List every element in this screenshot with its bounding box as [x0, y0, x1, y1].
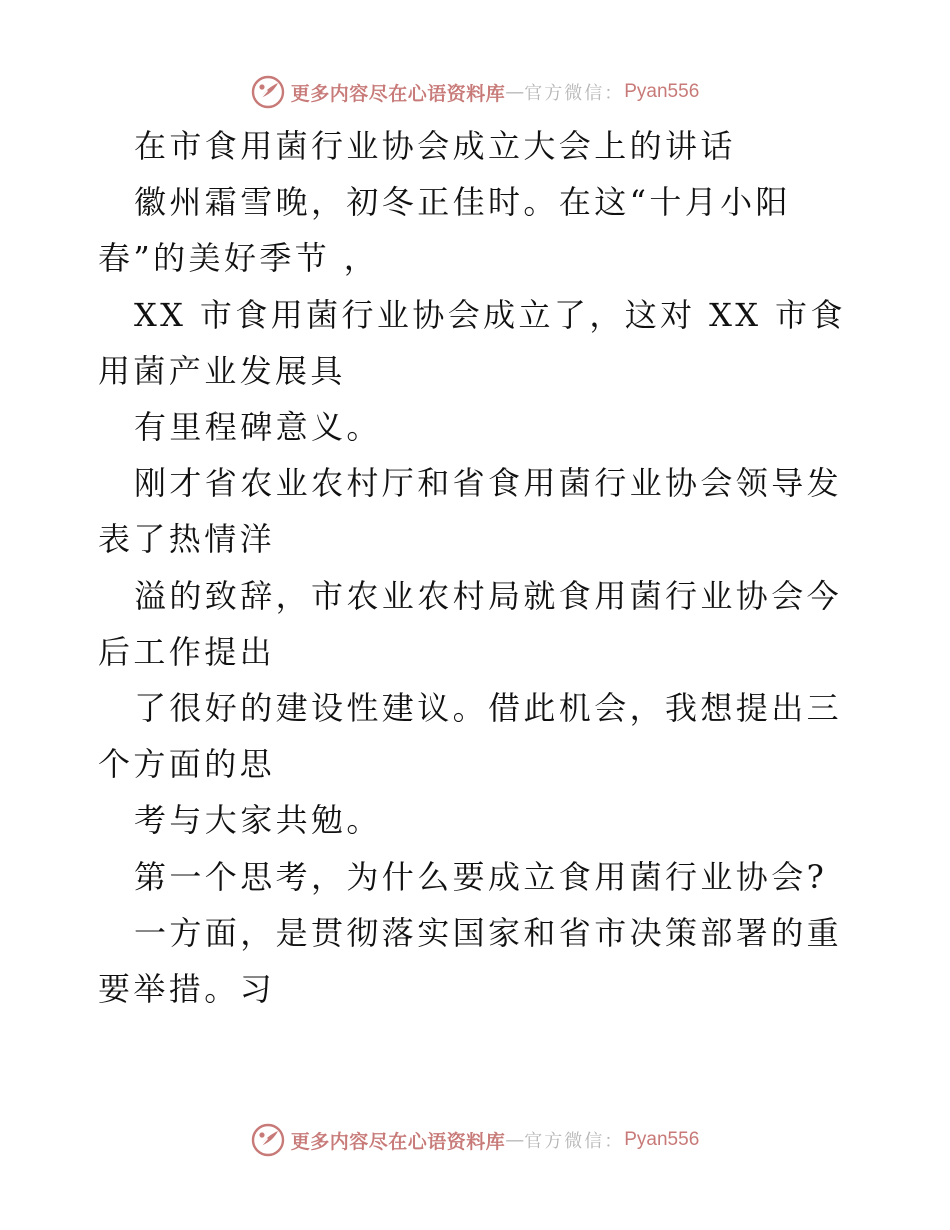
- watermark-wechat-id: Pyan556: [624, 1129, 700, 1150]
- footer-watermark: [0, 1120, 950, 1160]
- paragraph-2: XX 市食用菌行业协会成立了，这对 XX 市食用菌产业发展具: [98, 295, 846, 390]
- paragraph-9: 一方面，是贯彻落实国家和省市决策部署的重要举措。习: [98, 913, 843, 1009]
- watermark-brand: 更多内容尽在心语资料库: [290, 1130, 506, 1153]
- paragraph-4: 刚才省农业农村厅和省食用菌行业协会领导发表了热情洋: [98, 464, 843, 559]
- paragraph-7: 考与大家共勉。: [134, 801, 382, 840]
- paragraph-3: 有里程碑意义。: [134, 408, 382, 447]
- header-watermark: [0, 72, 950, 112]
- paragraph-6: 了很好的建设性建议。借此机会，我想提出三个方面的思: [98, 689, 843, 784]
- document-title: 在市食用菌行业协会成立大会上的讲话: [134, 127, 736, 165]
- watermark-wechat-label: 官方微信：: [524, 83, 625, 104]
- paragraph-5: 溢的致辞，市农业农村局就食用菌行业协会今后工作提出: [98, 576, 843, 671]
- watermark-brand: 更多内容尽在心语资料库: [290, 82, 506, 105]
- paragraph-8: 第一个思考，为什么要成立食用菌行业协会?: [134, 857, 828, 896]
- paragraph-1: 徽州霜雪晚，初冬正佳时。在这“十月小阳春”的美好季节 ，: [98, 183, 791, 278]
- quill-pen-in-circle-icon: [251, 75, 285, 109]
- watermark-dash: —: [505, 81, 525, 103]
- document-body: [98, 118, 858, 1017]
- quill-pen-in-circle-icon: [251, 1123, 285, 1157]
- watermark-dash: —: [505, 1129, 525, 1151]
- watermark-wechat-label: 官方微信：: [524, 1131, 625, 1152]
- watermark-wechat-id: Pyan556: [624, 81, 700, 102]
